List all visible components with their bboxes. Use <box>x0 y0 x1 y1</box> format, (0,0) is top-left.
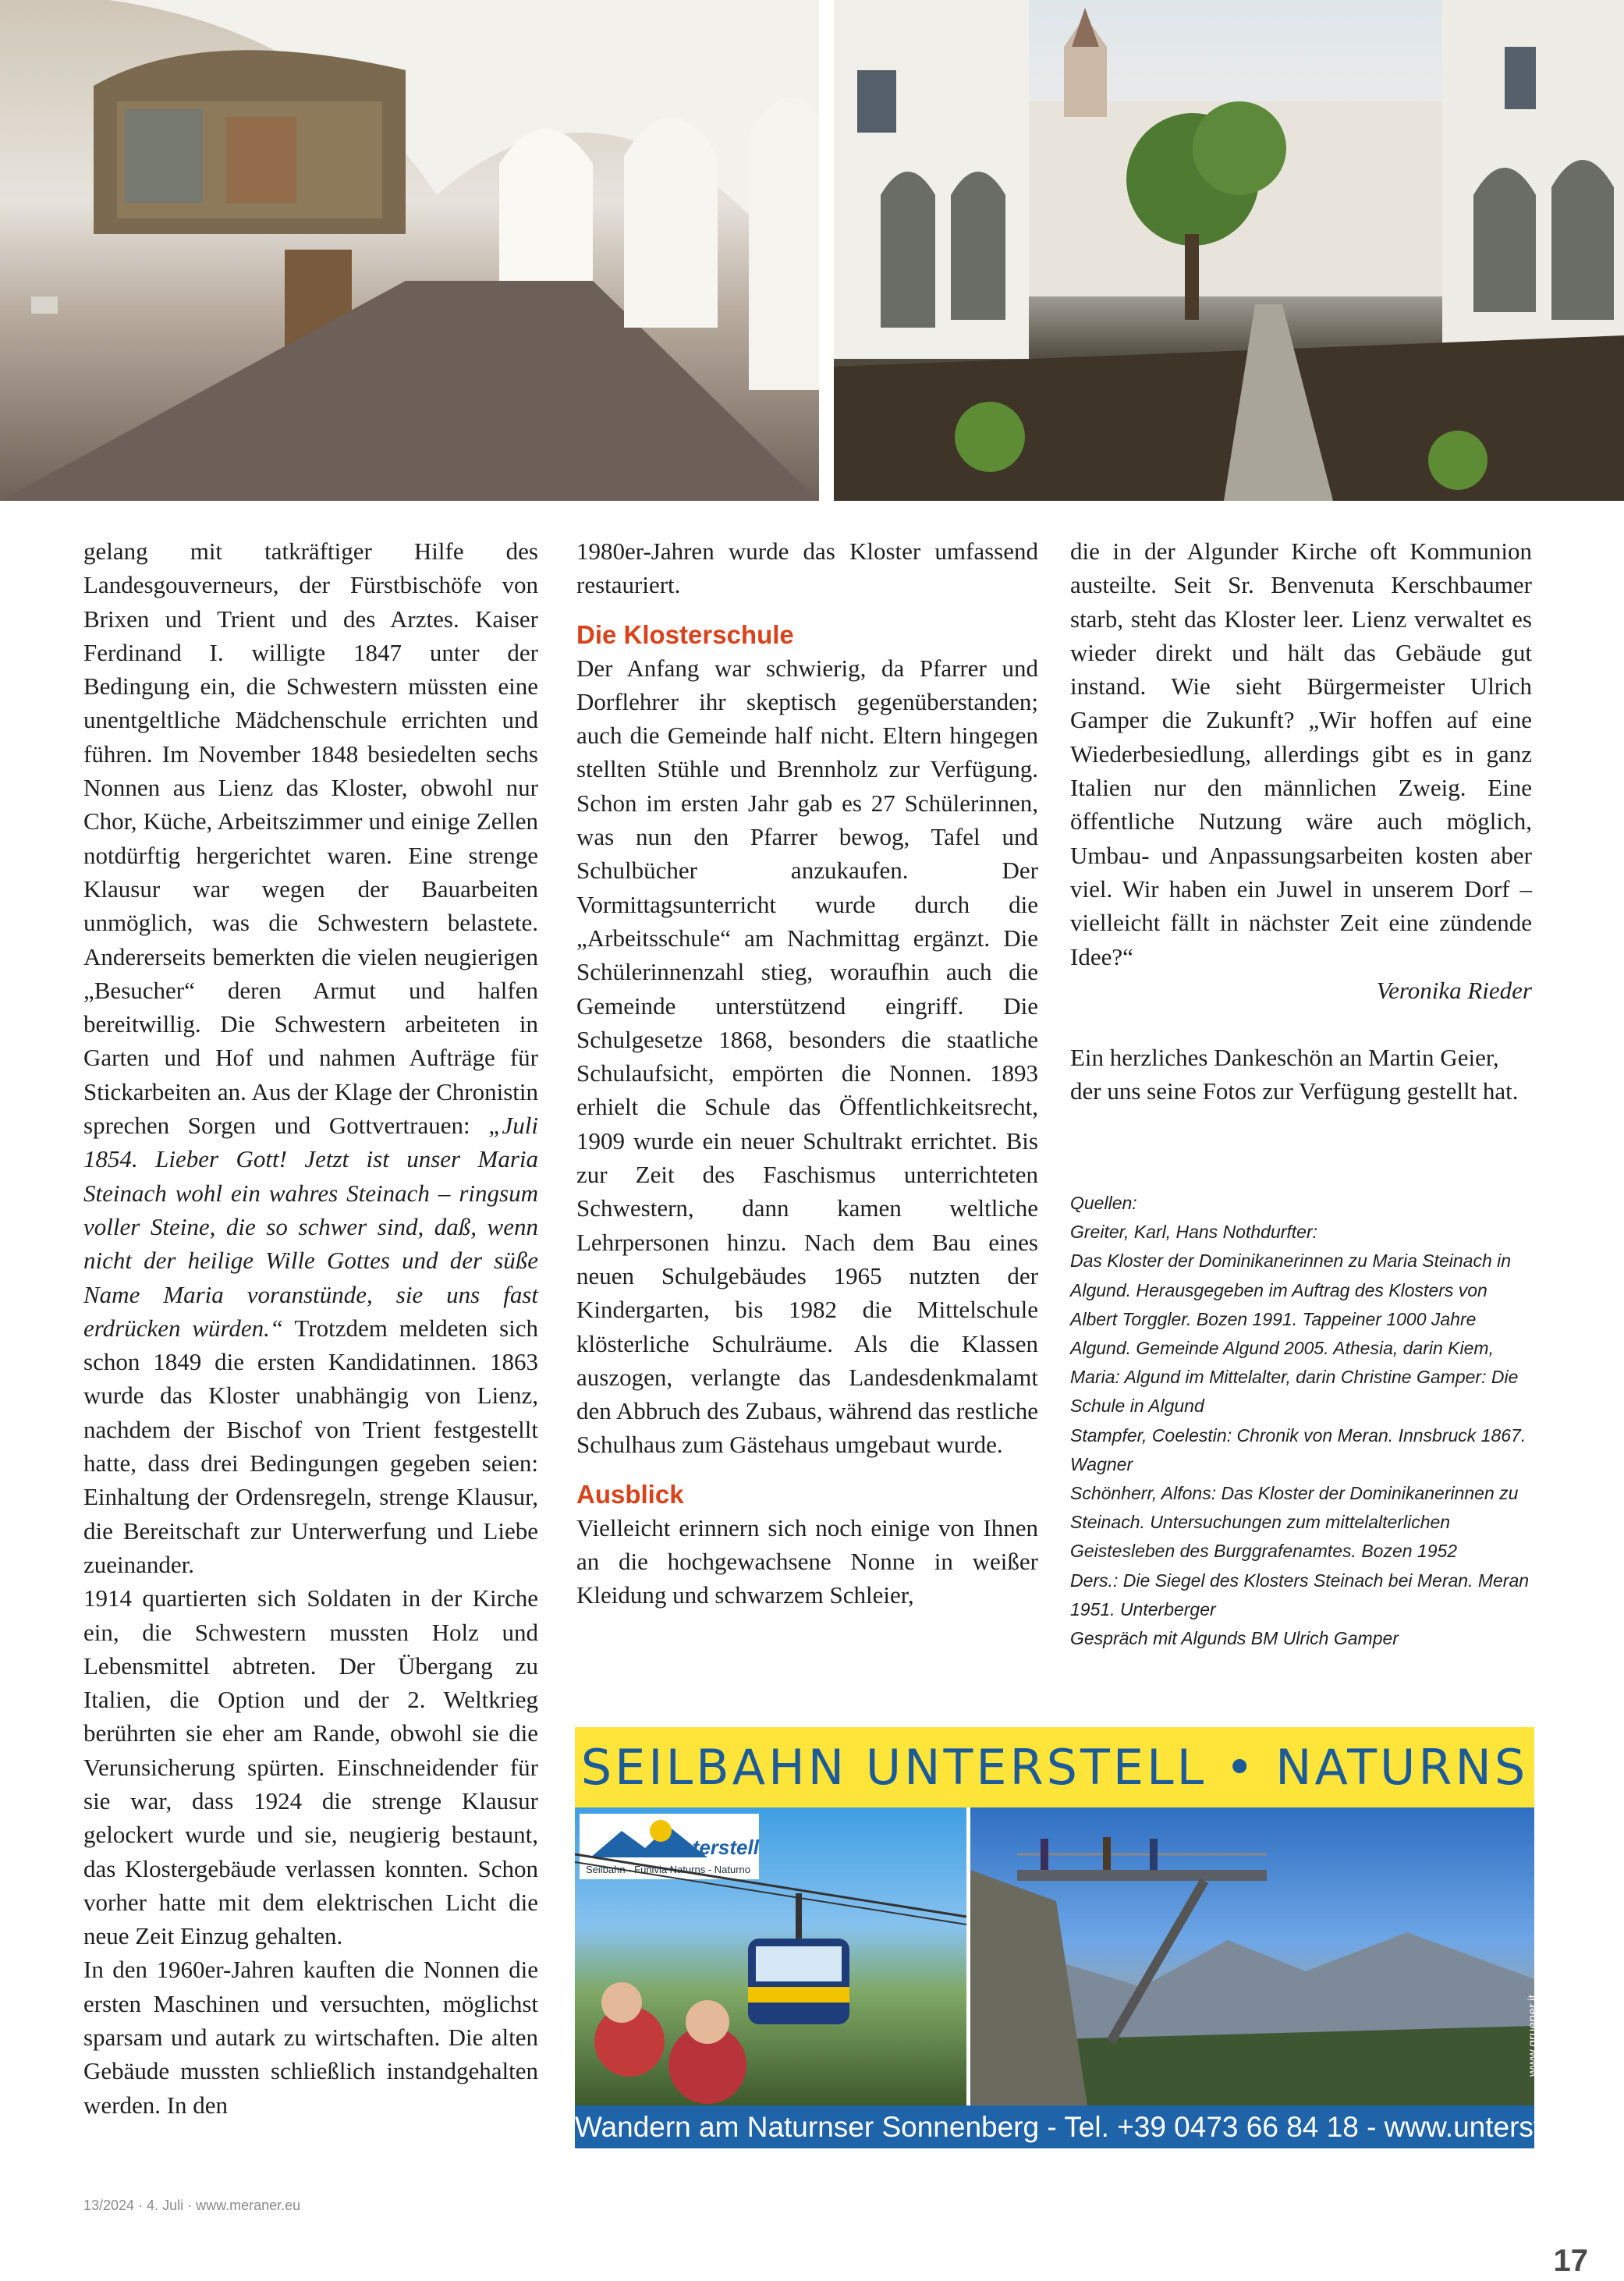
sources-text: Greiter, Karl, Hans Nothdurfter: Das Kloster der Dominikanerinnen zu Maria Steinach in Algund. Herausgegeben im Auftrag des Klosters von Albert Torggler. Bozen 1991. Tappeiner 1000 Jahre Algund. Gemeinde Algund 2005. Athesia, darin Kiem, Maria: Algund im Mittelalter, darin Christine Gamper: Die Schule in Algund Stampfer, Coelestin: Chronik von Meran. Innsbruck 1867. Wagner Schönherr, Alfons: Das Kloster der Dominikanerinnen zu Steinach. Untersuchungen zum mittelalterlichen Geistesleben des Burggrafenamtes. Bozen 1952 Ders.: Die Siegel des Klosters Steinach bei Meran. Meran 1951. Unterberger Gespräch mit Algunds BM Ulrich Gamper <box>1070 1222 1530 1649</box>
article-paragraph: Vielleicht erinnern sich noch einige von Ihnen an die hochgewachsene Nonne in weißer Kleidung und schwarzem Schleier, <box>576 1513 1038 1609</box>
page-number: 17 <box>1553 2244 1588 2278</box>
article-paragraph: die in der Algunder Kirche oft Kommunion austeilte. Seit Sr. Benvenuta Kerschbaumer starb, steht das Kloster leer. Lienz verwaltet es wieder direkt und hält das Gebäude gut instand. Wie sieht Bürgermeister Ulrich Gamper die Zukunft? „Wir hoffen auf eine Wiederbesiedlung, allerdings gibt es in ganz Italien nur den männlichen Zweig. Eine öffentliche Nutzung wäre auch möglich, Umbau- und Anpassungsarbeiten kosten aber viel. Wir haben ein Juwel in unserem Dorf – vielleicht fällt in nächster Zeit eine zündende Idee?“ <box>1070 537 1532 970</box>
issue-info: 13/2024 · 4. Juli · www.meraner.eu <box>83 2198 301 2213</box>
section-heading-school: Die Klosterschule <box>576 619 794 649</box>
article-paragraph: Der Anfang war schwierig, da Pfarrer und Dorflehrer ihr skeptisch gegenüberstanden; auch die Gemeinde half nicht. Eltern hingegen stellten Stühle und Brennholz zur Verfügung. Schon im ersten Jahr gab es 27 Schülerinnen, was nun den Pfarrer bewog, Tafel und Schulbücher anzukaufen. Der Vormittagsunterricht wurde durch die „Arbeitsschule“ am Nachmittag ergänzt. Die Schülerinnenzahl stieg, woraufhin auch die Gemeinde unterstützend eingriff. Die Schulgesetze 1868, besonders die staatliche Schulaufsicht, empörten die Nonnen. 1893 erhielt die Schule das Öffentlichkeitsrecht, 1909 wurde ein neuer Schultrakt errichtet. Bis zur Zeit des Faschismus unterrichteten Schwestern, dann kamen weltliche Lehrpersonen hinzu. Nach dem Bau eines neuen Schulgebäudes 1965 nutzten der Kindergarten, bis 1982 die Mittelschule klösterliche Schulräume. Als die Klassen auszogen, verlangte das Landesdenkmalamt den Abbruch des Zubaus, während das restliche Schulhaus zum Gästehaus umgebaut wurde. <box>576 654 1038 1459</box>
ad-contact-line[interactable]: Wandern am Naturnser Sonnenberg - Tel. +39 0473 66 84 18 - www.unterstell.it <box>575 2111 1593 2143</box>
viewing-platform-image <box>970 1807 1534 2105</box>
cloister-courtyard-photo <box>834 0 1624 501</box>
cable-car-advertisement[interactable] <box>575 1727 1593 2148</box>
ad-header <box>575 1727 1534 1807</box>
article-column-3 <box>1070 534 1532 1109</box>
article-paragraph: gelang mit tatkräftiger Hilfe des Landesgouverneurs, der Fürstbischöfe von Brixen und Trient und des Arztes. Kaiser Ferdinand I. willigte 1847 unter der Bedingung ein, die Schwestern müssten eine unentgeltliche Mädchenschule errichten und führen. Im November 1848 besiedelten sechs Nonnen aus Lienz das Kloster, obwohl nur Chor, Küche, Arbeitszimmer und einige Zellen notdürftig hergerichtet waren. Eine strenge Klausur war wegen der Bauarbeiten unmöglich, was die Schwestern belastete. Andererseits bemerkten die vielen neugierigen „Besucher“ deren Armut und halfen bereitwillig. Die Schwestern arbeiteten in Garten und Hof und nahmen Aufträge für Stickarbeiten an. Aus der Klage der Chronistin sprechen Sorgen und Gottvertrauen: „Juli 1854. Lieber Gott! Jetzt ist unser Maria Steinach wohl ein wahres Steinach – ringsum voller Steine, die so schwer sind, daß, wenn nicht der heilige Wille Gottes und der süße Name Maria voranstünde, sie uns fast erdrücken würden.“ Trotzdem meldeten sich schon 1849 die ersten Kandidatinnen. 1863 wurde das Kloster unabhängig von Lienz, nachdem der Bischof von Trient festgestellt hatte, dass drei Bedingungen gegeben seien: Einhaltung der Ordensregeln, strenge Klausur, die Bereitschaft zur Unterwerfung und Liebe zueinander. <box>83 537 539 1578</box>
cloister-corridor-photo <box>0 0 819 501</box>
ad-title: SEILBAHN UNTERSTELL • NATURNS <box>580 1739 1529 1796</box>
article-paragraph: 1914 quartierten sich Soldaten in der Kirche ein, die Schwestern mussten Holz und Lebensmittel abtreten. Der Übergang zu Italien, die Option und der 2. Weltkrieg berührten sie eher am Rande, obwohl sie die Verunsicherung spürten. Einschneidender für sie war, dass 1924 die strenge Klausur gelockert wurde und sie, neugierig bestaunt, das Klostergebäude verlassen konnten. Schon vorher hatte mit dem elektrischen Licht die neue Zeit Einzug gehalten. <box>83 1584 538 1950</box>
article-column-1 <box>83 534 538 2122</box>
author-signature: Veronika Rieder <box>1376 976 1532 1004</box>
ad-footer <box>575 2105 1593 2148</box>
ad-cable-car-photo <box>575 1807 966 2105</box>
ad-logo: Unterstell <box>665 1836 759 1859</box>
photo-credit: www.gruener.it <box>1526 1995 1540 2077</box>
cloister-courtyard-image <box>834 0 1624 501</box>
ad-viewing-platform-photo <box>970 1807 1540 2105</box>
sources-block <box>1070 1189 1538 1653</box>
thanks-note: Ein herzliches Dankeschön an Martin Geier, der uns seine Fotos zur Verfügung gestellt hat. <box>1070 1044 1519 1105</box>
ad-logo-subtitle: Seilbahn - Funivia Naturns - Naturno <box>586 1864 750 1875</box>
article-paragraph: 1980er-Jahren wurde das Kloster umfassend restauriert. <box>576 537 1038 599</box>
article-column-2 <box>576 534 1038 1612</box>
chronicle-quote: „Juli 1854. Lieber Gott! Jetzt ist unser Maria Steinach wohl ein wahres Steinach – ringsum voller Steine, die so schwer sind, daß, wenn nicht der heilige Wille Gottes und der süße Name Maria voranstünde, sie uns fast erdrücken würden.“ <box>83 1112 538 1342</box>
section-heading-outlook: Ausblick <box>576 1479 684 1509</box>
cloister-corridor-image <box>0 0 819 501</box>
sources-label: Quellen: <box>1070 1193 1137 1213</box>
article-paragraph: In den 1960er-Jahren kauften die Nonnen die ersten Maschinen und versuchten, möglichst sparsam und autark zu wirtschaften. Die alten Gebäude mussten schließlich instandgehalten werden. In den <box>83 1956 538 2119</box>
cable-car-image <box>575 1807 966 2105</box>
